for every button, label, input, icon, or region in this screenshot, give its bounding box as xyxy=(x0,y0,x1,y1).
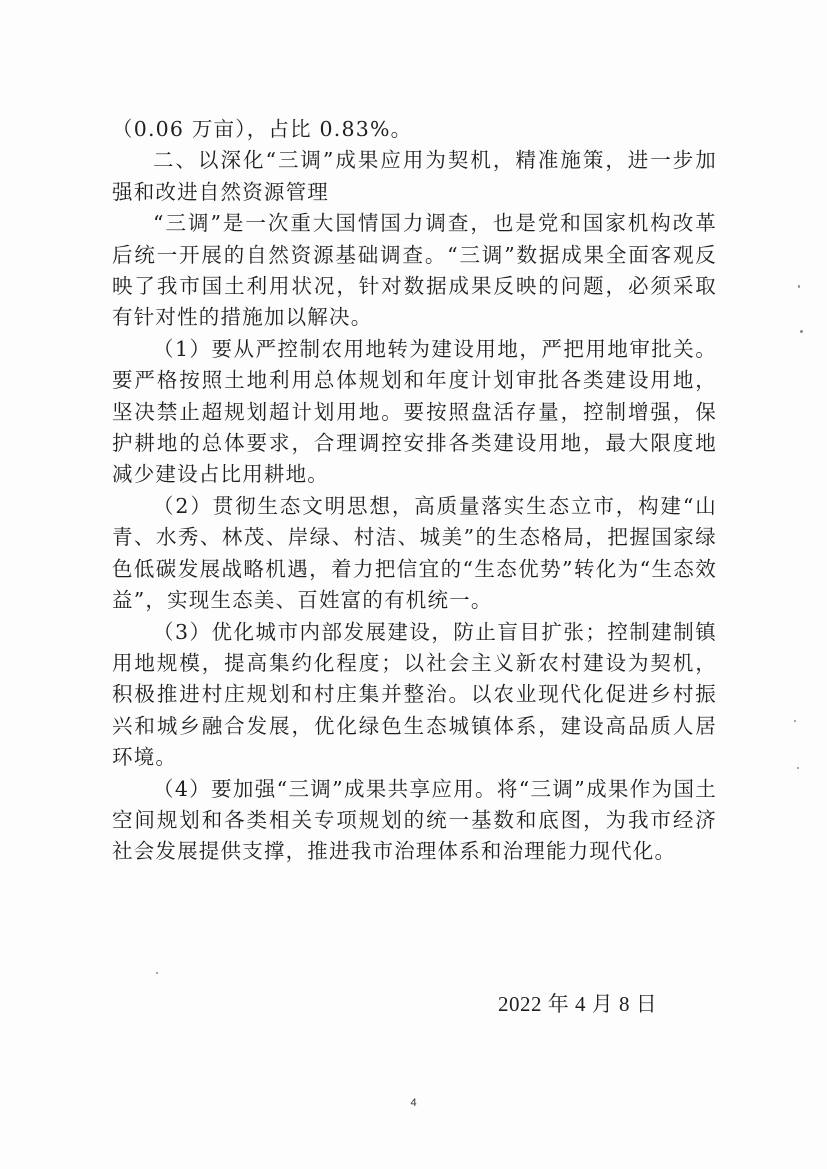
paragraph-continuation: （0.06 万亩），占比 0.83%。 xyxy=(112,117,413,141)
scan-speck xyxy=(797,767,799,769)
page-number: 4 xyxy=(410,1097,417,1109)
section-heading: 二、以深化“三调”成果应用为契机，精准施策，进一步加强和改进自然资源管理 xyxy=(112,148,717,204)
paragraph-item-4: （4）要加强“三调”成果共享应用。将“三调”成果作为国土空间规划和各类相关专项规划的统一基数和底图，为我市经济社会发展提供支撑，推进我市治理体系和治理能力现代化。 xyxy=(112,776,717,864)
document-body xyxy=(112,114,717,868)
paragraph-item-3: （3）优化城市内部发展建设，防止盲目扩张；控制建制镇用地规模，提高集约化程度；以社会主义新农村建设为契机，积极推进村庄规划和村庄集并整治。以农业现代化促进乡村振兴和城乡融合发展，优化绿色生态城镇体系，建设高品质人居环境。 xyxy=(112,619,717,770)
document-date: 2022 年 4 月 8 日 xyxy=(498,992,658,1016)
paragraph-item-1: （1）要从严控制农用地转为建设用地，严把用地审批关。要严格按照土地利用总体规划和年度计划审批各类建设用地，坚决禁止超规划超计划用地。要按照盘活存量，控制增强，保护耕地的总体要求，合理调控安排各类建设用地，最大限度地减少建设占比用耕地。 xyxy=(112,336,717,487)
scan-speck xyxy=(794,720,796,722)
paragraph-intro: “三调”是一次重大国情国力调查，也是党和国家机构改革后统一开展的自然资源基础调查。“三调”数据成果全面客观反映了我市国土利用状况，针对数据成果反映的问题，必须采取有针对性的措施加以解决。 xyxy=(112,211,717,330)
scan-speck xyxy=(798,285,800,288)
paragraph-item-2: （2）贯彻生态文明思想，高质量落实生态立市，构建“山青、水秀、林茂、岸绿、村洁、城美”的生态格局，把握国家绿色低碳发展战略机遇，着力把信宜的“生态优势”转化为“生态效益”，实现生态美、百姓富的有机统一。 xyxy=(112,493,717,613)
scan-speck xyxy=(156,972,158,974)
scan-speck xyxy=(800,330,803,333)
